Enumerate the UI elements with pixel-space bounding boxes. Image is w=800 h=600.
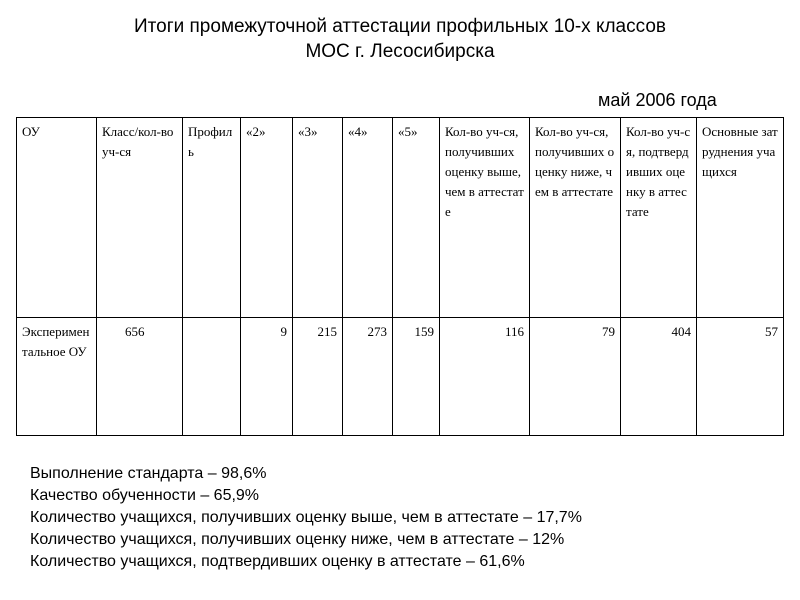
summary-lower: Количество учащихся, получивших оценку ниже, чем в аттестате – 12% [30,531,565,548]
header-confirmed: Кол-во уч-ся, подтвердивших оценку в аттестате [621,118,697,318]
report-date: май 2006 года [598,90,717,110]
header-grade-3: «3» [293,118,343,318]
summary-list [30,463,582,573]
header-grade-2: «2» [241,118,293,318]
results-table [16,117,784,436]
page-title [0,14,800,64]
table-row [17,318,784,436]
cell-grade-2: 9 [241,318,293,436]
cell-lower: 79 [530,318,621,436]
header-grade-5: «5» [393,118,440,318]
header-lower: Кол-во уч-ся, получивших оценку ниже, чем в аттестате [530,118,621,318]
cell-grade-4: 273 [343,318,393,436]
title-line-1: Итоги промежуточной аттестации профильных 10-х классов [133,16,666,37]
header-difficulties: Основные затруднения учащихся [697,118,784,318]
cell-ou: Экспериментальное ОУ [17,318,97,436]
summary-higher: Количество учащихся, получивших оценку выше, чем в аттестате – 17,7% [30,509,582,526]
cell-grade-3: 215 [293,318,343,436]
summary-standard: Выполнение стандарта – 98,6% [30,465,267,482]
header-higher: Кол-во уч-ся, получивших оценку выше, чем в аттестате [440,118,530,318]
cell-grade-5: 159 [393,318,440,436]
summary-quality: Качество обученности – 65,9% [30,487,260,504]
header-ou: ОУ [17,118,97,318]
title-line-2: МОС г. Лесосибирска [305,41,495,62]
header-grade-4: «4» [343,118,393,318]
summary-confirmed: Количество учащихся, подтвердивших оценку в аттестате – 61,6% [30,553,525,570]
table-header-row [17,118,784,318]
cell-confirmed: 404 [621,318,697,436]
header-class-count: Класс/кол-во уч-ся [97,118,183,318]
cell-profile [183,318,241,436]
cell-difficulties: 57 [697,318,784,436]
cell-higher: 116 [440,318,530,436]
header-profile: Профиль [183,118,241,318]
cell-students: 656 [97,318,183,436]
